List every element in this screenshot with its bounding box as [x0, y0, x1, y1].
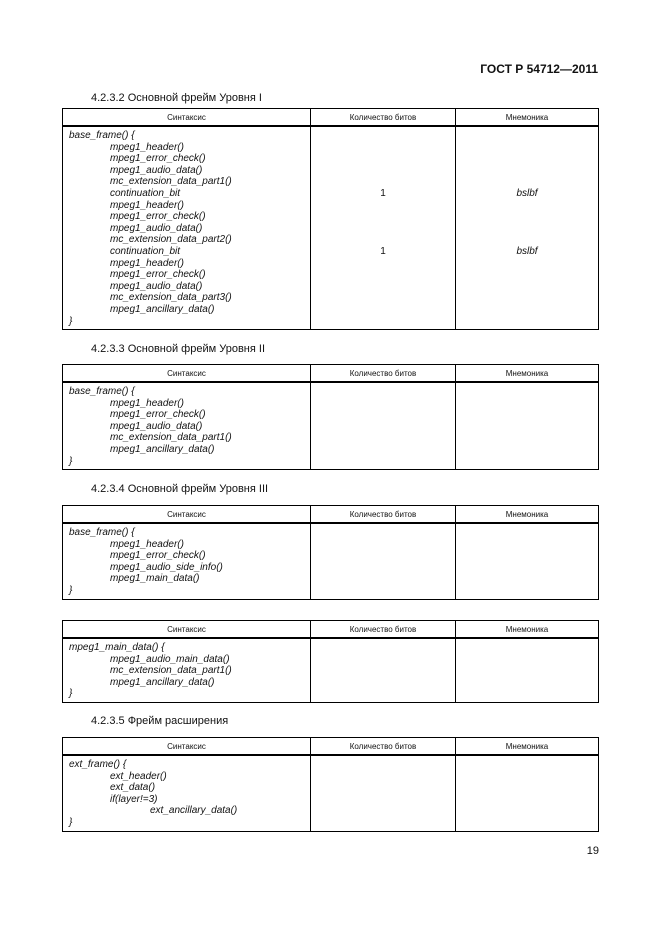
mnemonic-cell	[456, 126, 599, 330]
syntax-line: }	[69, 688, 73, 700]
mnemonic-value	[456, 550, 598, 562]
header-syntax: Синтаксис	[63, 506, 311, 524]
mnemonic-value	[456, 142, 598, 154]
syntax-line: }	[69, 816, 73, 828]
syntax-table-layer-1	[62, 108, 599, 330]
mnemonic-cell	[456, 755, 599, 831]
bits-cell	[311, 523, 456, 599]
mnemonic-value: bslbf	[516, 187, 538, 199]
syntax-line: mpeg1_ancillary_data()	[110, 676, 215, 688]
header-mnemonic: Мнемоника	[456, 738, 599, 756]
mnemonic-value	[456, 585, 598, 597]
syntax-line: mc_extension_data_part1()	[110, 665, 232, 677]
bits-cell	[311, 382, 456, 470]
syntax-line: mpeg1_audio_data()	[110, 222, 203, 234]
bit-count	[311, 386, 455, 398]
syntax-line: ext_header()	[110, 770, 167, 782]
syntax-line: mc_extension_data_part1()	[110, 176, 232, 188]
mnemonic-value	[456, 269, 598, 281]
syntax-line: }	[69, 455, 73, 467]
syntax-table-layer-3	[62, 505, 599, 600]
syntax-line: mpeg1_header()	[110, 397, 184, 409]
mnemonic-value	[456, 805, 598, 817]
bit-count	[311, 165, 455, 177]
syntax-line: ext_data()	[110, 782, 156, 794]
bit-count	[311, 269, 455, 281]
mnemonic-cell	[456, 638, 599, 702]
bit-count: 1	[380, 245, 386, 257]
bit-count	[311, 223, 455, 235]
header-syntax: Синтаксис	[63, 621, 311, 639]
syntax-line: continuation_bit	[110, 187, 181, 199]
bit-count	[311, 805, 455, 817]
syntax-line: base_frame() {	[69, 527, 135, 538]
mnemonic-value	[456, 539, 598, 551]
syntax-cell	[63, 638, 311, 702]
section-heading-4-2-3-3: 4.2.3.3 Основной фрейм Уровня II	[91, 343, 266, 355]
bit-count	[311, 585, 455, 597]
bit-count	[311, 527, 455, 539]
mnemonic-value	[456, 573, 598, 585]
header-bits: Количество битов	[311, 109, 456, 127]
mnemonic-value	[456, 421, 598, 433]
syntax-line: mpeg1_audio_data()	[110, 280, 203, 292]
syntax-line: mpeg1_error_check()	[110, 550, 206, 562]
bit-count	[311, 759, 455, 771]
bit-count	[311, 176, 455, 188]
header-bits: Количество битов	[311, 621, 456, 639]
syntax-table-layer-2	[62, 364, 599, 470]
page-number: 19	[586, 845, 599, 857]
syntax-line: }	[69, 584, 73, 596]
header-mnemonic: Мнемоника	[456, 365, 599, 383]
bit-count	[311, 234, 455, 246]
mnemonic-value	[456, 688, 598, 700]
syntax-line: mpeg1_error_check()	[110, 211, 206, 223]
mnemonic-value	[456, 386, 598, 398]
bit-count	[311, 654, 455, 666]
bit-count	[311, 258, 455, 270]
bit-count	[311, 153, 455, 165]
header-mnemonic: Мнемоника	[456, 506, 599, 524]
bit-count	[311, 200, 455, 212]
mnemonic-cell	[456, 523, 599, 599]
syntax-line: mpeg1_main_data() {	[69, 642, 165, 653]
bit-count	[311, 304, 455, 316]
bit-count	[311, 142, 455, 154]
bit-count	[311, 456, 455, 468]
syntax-line: mpeg1_main_data()	[110, 573, 200, 585]
mnemonic-value	[456, 234, 598, 246]
bit-count	[311, 771, 455, 783]
syntax-cell	[63, 126, 311, 330]
header-syntax: Синтаксис	[63, 365, 311, 383]
syntax-line: mpeg1_error_check()	[110, 409, 206, 421]
syntax-line: mpeg1_error_check()	[110, 153, 206, 165]
bit-count	[311, 573, 455, 585]
bit-count	[311, 281, 455, 293]
mnemonic-value	[456, 654, 598, 666]
bit-count	[311, 782, 455, 794]
bit-count	[311, 130, 455, 142]
mnemonic-value	[456, 223, 598, 235]
mnemonic-value	[456, 292, 598, 304]
bit-count: 1	[380, 187, 386, 199]
mnemonic-value	[456, 642, 598, 654]
mnemonic-value	[456, 281, 598, 293]
syntax-line: mpeg1_header()	[110, 141, 184, 153]
header-bits: Количество битов	[311, 506, 456, 524]
mnemonic-value	[456, 316, 598, 328]
bits-cell	[311, 638, 456, 702]
syntax-line: base_frame() {	[69, 130, 135, 141]
syntax-line: mpeg1_ancillary_data()	[110, 303, 215, 315]
syntax-line: }	[69, 315, 73, 327]
bit-count	[311, 409, 455, 421]
mnemonic-value	[456, 130, 598, 142]
syntax-line: mpeg1_header()	[110, 199, 184, 211]
mnemonic-cell	[456, 382, 599, 470]
mnemonic-value	[456, 562, 598, 574]
document-id: ГОСТ Р 54712—2011	[480, 62, 598, 76]
bit-count	[311, 817, 455, 829]
syntax-cell	[63, 755, 311, 831]
bit-count	[311, 562, 455, 574]
mnemonic-value	[456, 527, 598, 539]
bit-count	[311, 292, 455, 304]
syntax-line: mpeg1_audio_main_data()	[110, 653, 230, 665]
section-heading-4-2-3-5: 4.2.3.5 Фрейм расширения	[91, 715, 229, 727]
mnemonic-value: bslbf	[516, 245, 538, 257]
syntax-line: ext_frame() {	[69, 759, 127, 770]
mnemonic-value	[456, 176, 598, 188]
mnemonic-value	[456, 782, 598, 794]
syntax-line: mc_extension_data_part1()	[110, 432, 232, 444]
mnemonic-value	[456, 794, 598, 806]
mnemonic-value	[456, 771, 598, 783]
bits-cell	[311, 755, 456, 831]
bit-count	[311, 539, 455, 551]
mnemonic-value	[456, 759, 598, 771]
bit-count	[311, 677, 455, 689]
bit-count	[311, 688, 455, 700]
mnemonic-value	[456, 456, 598, 468]
section-heading-4-2-3-2: 4.2.3.2 Основной фрейм Уровня I	[91, 92, 262, 104]
syntax-line: continuation_bit	[110, 245, 181, 257]
bit-count	[311, 642, 455, 654]
bit-count	[311, 432, 455, 444]
mnemonic-value	[456, 432, 598, 444]
header-bits: Количество битов	[311, 365, 456, 383]
header-mnemonic: Мнемоника	[456, 109, 599, 127]
bit-count	[311, 211, 455, 223]
mnemonic-value	[456, 211, 598, 223]
mnemonic-value	[456, 817, 598, 829]
mnemonic-value	[456, 398, 598, 410]
mnemonic-value	[456, 665, 598, 677]
mnemonic-value	[456, 165, 598, 177]
mnemonic-value	[456, 304, 598, 316]
syntax-line: mpeg1_ancillary_data()	[110, 443, 215, 455]
section-heading-4-2-3-4: 4.2.3.4 Основной фрейм Уровня III	[91, 483, 269, 495]
bits-cell	[311, 126, 456, 330]
syntax-line: mc_extension_data_part3()	[110, 292, 232, 304]
bit-count	[311, 398, 455, 410]
mnemonic-value	[456, 200, 598, 212]
syntax-line: base_frame() {	[69, 386, 135, 397]
syntax-line: if(layer!=3)	[110, 793, 158, 805]
bit-count	[311, 550, 455, 562]
mnemonic-value	[456, 258, 598, 270]
syntax-line: mpeg1_error_check()	[110, 269, 206, 281]
bit-count	[311, 794, 455, 806]
syntax-line: ext_ancillary_data()	[150, 805, 238, 817]
syntax-table-extension	[62, 737, 599, 832]
header-bits: Количество битов	[311, 738, 456, 756]
syntax-table-main-data	[62, 620, 599, 703]
syntax-line: mpeg1_audio_data()	[110, 420, 203, 432]
bit-count	[311, 444, 455, 456]
syntax-line: mc_extension_data_part2()	[110, 234, 232, 246]
bit-count	[311, 665, 455, 677]
mnemonic-value	[456, 444, 598, 456]
syntax-line: mpeg1_header()	[110, 538, 184, 550]
header-mnemonic: Мнемоника	[456, 621, 599, 639]
header-syntax: Синтаксис	[63, 738, 311, 756]
syntax-cell	[63, 382, 311, 470]
bit-count	[311, 316, 455, 328]
syntax-cell	[63, 523, 311, 599]
mnemonic-value	[456, 409, 598, 421]
syntax-line: mpeg1_audio_data()	[110, 164, 203, 176]
bit-count	[311, 421, 455, 433]
header-syntax: Синтаксис	[63, 109, 311, 127]
mnemonic-value	[456, 153, 598, 165]
syntax-line: mpeg1_audio_side_info()	[110, 561, 223, 573]
mnemonic-value	[456, 677, 598, 689]
syntax-line: mpeg1_header()	[110, 257, 184, 269]
